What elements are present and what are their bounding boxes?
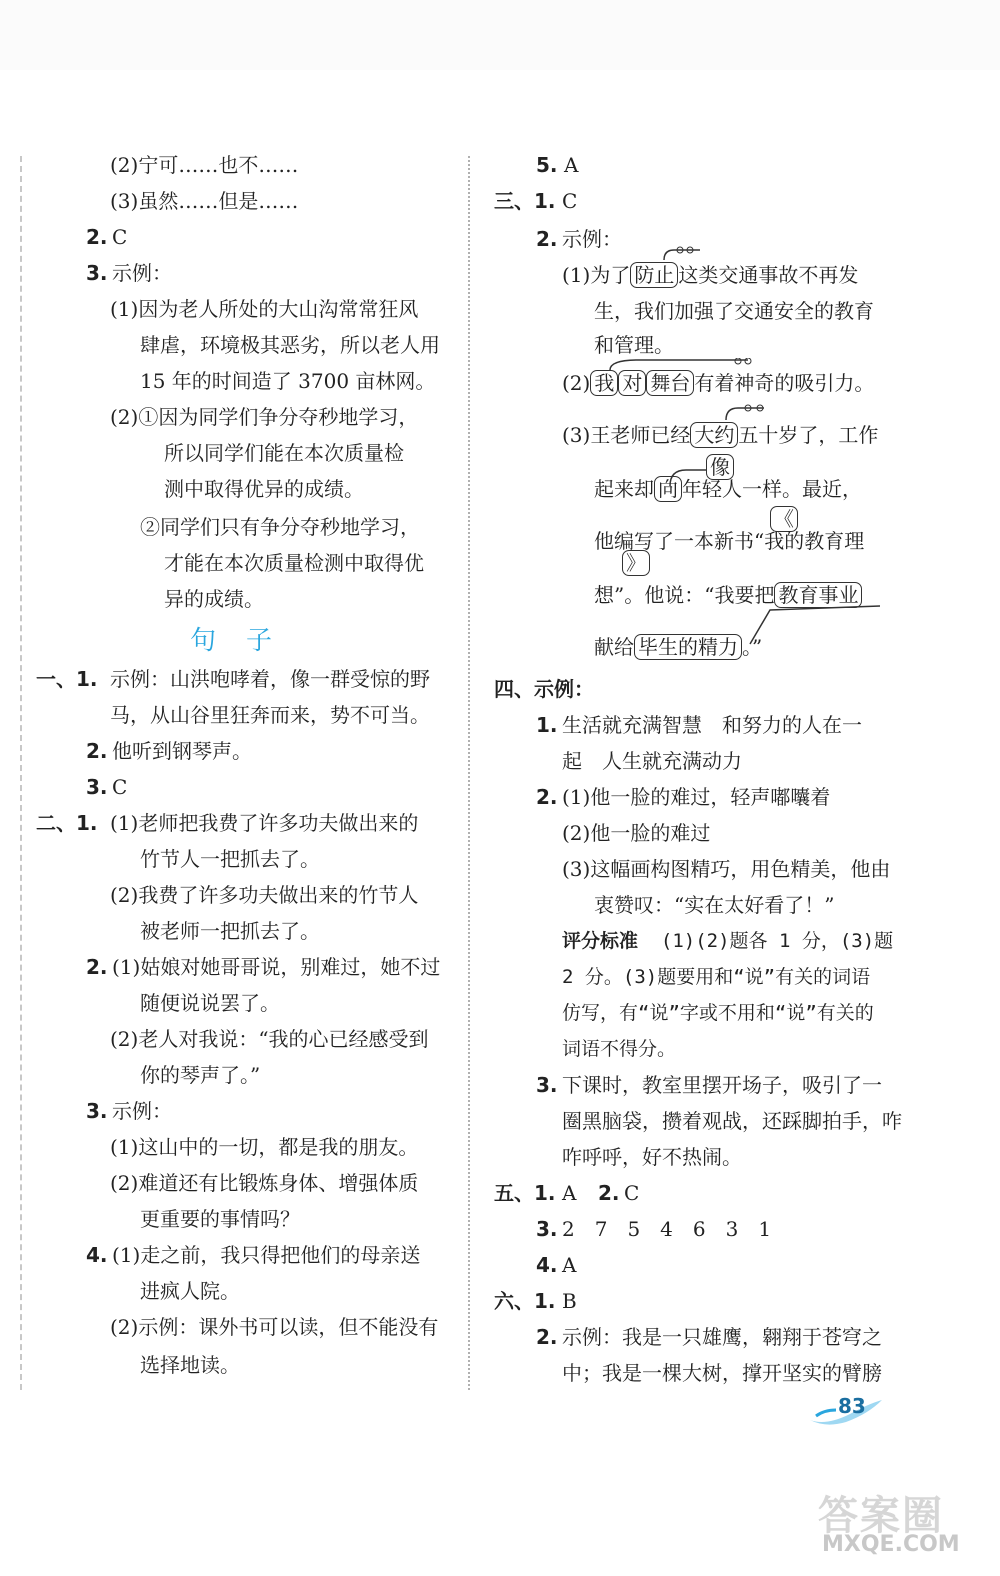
item-number: 2. bbox=[536, 227, 558, 251]
answer-line: 马，从山谷里狂奔而来，势不可当。 bbox=[110, 703, 430, 727]
answer-line: B bbox=[562, 1289, 577, 1313]
answer-line: 被老师一把抓去了。 bbox=[140, 919, 320, 943]
section-title: 句子 bbox=[190, 626, 303, 656]
answer-line: 测中取得优异的成绩。 bbox=[164, 477, 364, 501]
text: 起来却 bbox=[594, 477, 654, 501]
transpose-mark bbox=[740, 600, 890, 658]
answer-line: (1)姑娘对她哥哥说，别难过，她不过 bbox=[112, 955, 441, 979]
marked-word: 教育事业 bbox=[774, 582, 862, 608]
inserted-symbol: 》 bbox=[622, 550, 650, 576]
text: 他编写了一本新书 bbox=[594, 529, 754, 553]
marked-word: 我 bbox=[590, 370, 618, 396]
answer-line: 异的成绩。 bbox=[164, 587, 264, 611]
top-margin bbox=[0, 0, 1000, 70]
answer-line: 更重要的事情吗？ bbox=[140, 1207, 300, 1231]
answer-line: (1)老师把我费了许多功夫做出来的 bbox=[110, 811, 419, 835]
text: 献给 bbox=[594, 635, 634, 659]
answer-line: 才能在本次质量检测中取得优 bbox=[164, 551, 424, 575]
answer-line: A bbox=[562, 1181, 577, 1205]
answer-line: 圈黑脑袋，攒着观战，还踩脚拍手，咋 bbox=[562, 1109, 902, 1133]
text: (1)为了 bbox=[562, 263, 631, 287]
item-number: 3. bbox=[536, 1073, 558, 1097]
scoring-criteria: 仿写，有“说”字或不用和“说”有关的 bbox=[562, 1002, 874, 1024]
watermark-url: MXQE.COM bbox=[822, 1532, 960, 1557]
text: 我的教育理 bbox=[764, 529, 865, 553]
section-heading: 四、示例： bbox=[494, 677, 594, 701]
answer-line: 起 人生就充满动力 bbox=[562, 749, 742, 773]
correction-line bbox=[562, 420, 878, 450]
binding-line bbox=[20, 156, 22, 1390]
answer-line: 下课时，教室里摆开场子，吸引了一 bbox=[562, 1073, 882, 1097]
item-number: 3. bbox=[86, 775, 108, 799]
item-number: 5. bbox=[536, 153, 558, 177]
marked-word: 舞台 bbox=[646, 370, 694, 396]
answer-line: 示例：山洪咆哮着，像一群受惊的野 bbox=[110, 667, 430, 691]
answer-line: (2)他一脸的难过 bbox=[562, 821, 711, 845]
answer-line: 随便说说罢了。 bbox=[140, 991, 280, 1015]
inserted-word: 像 bbox=[706, 454, 734, 480]
item-number: 3. bbox=[86, 1099, 108, 1123]
scoring-criteria bbox=[562, 926, 893, 956]
correction-line bbox=[562, 260, 858, 290]
item-number: 一、1. bbox=[36, 667, 98, 691]
deletion-mark bbox=[720, 404, 770, 422]
answer-line: (1)他一脸的难过，轻声嘟囔着 bbox=[562, 785, 831, 809]
answer-line: 2 7 5 4 6 3 1 bbox=[562, 1217, 772, 1241]
answer-line: (1)走之前，我只得把他们的母亲送 bbox=[112, 1243, 421, 1267]
answer-line: (1)这山中的一切，都是我的朋友。 bbox=[110, 1135, 419, 1159]
page-number: 83 bbox=[838, 1394, 866, 1418]
marked-word: 对 bbox=[618, 370, 646, 396]
correction-line bbox=[594, 474, 862, 504]
item-number: 2. bbox=[598, 1181, 620, 1205]
correction-line bbox=[594, 632, 762, 662]
section-heading: 五、1. bbox=[494, 1181, 556, 1205]
text: 五十岁了，工作 bbox=[738, 423, 879, 447]
answer-line: (1)因为老人所处的大山沟常常狂风 bbox=[110, 297, 419, 321]
answer-line: 示例： bbox=[112, 261, 172, 285]
text: 。” bbox=[742, 635, 763, 659]
item-number: 二、1. bbox=[36, 811, 98, 835]
answer-line: 示例： bbox=[112, 1099, 172, 1123]
answer-line: 示例：我是一只雄鹰，翱翔于苍穹之 bbox=[562, 1325, 882, 1349]
text: 这类交通事故不再发 bbox=[678, 263, 859, 287]
answer-line: 你的琴声了。” bbox=[140, 1063, 261, 1087]
answer-line: 咋呼呼，好不热闹。 bbox=[562, 1145, 742, 1169]
item-number: 4. bbox=[536, 1253, 558, 1277]
text: 。他说：“我要把 bbox=[624, 583, 775, 607]
insertion bbox=[622, 548, 650, 578]
answer-line: C bbox=[624, 1181, 640, 1205]
answer-line: (2)老人对我说：“我的心已经感受到 bbox=[110, 1027, 429, 1051]
section-heading: 六、1. bbox=[494, 1289, 556, 1313]
item-number: 2. bbox=[86, 739, 108, 763]
transpose-mark bbox=[598, 358, 758, 372]
answer-line: 竹节人一把抓去了。 bbox=[140, 847, 320, 871]
correction-line bbox=[562, 368, 874, 398]
text: (3)王老师已经 bbox=[562, 423, 691, 447]
answer-line: 生活就充满智慧 和努力的人在一 bbox=[562, 713, 862, 737]
answer-line: (3)这幅画构图精巧，用色精美，他由 bbox=[562, 857, 891, 881]
answer-line: (3)虽然……但是…… bbox=[110, 189, 299, 213]
marked-word: 毕生的精力 bbox=[634, 634, 742, 660]
scoring-label: 评分标准 bbox=[562, 930, 639, 952]
answer-line: 15 年的时间造了 3700 亩林网。 bbox=[140, 369, 436, 393]
text: 有着神奇的吸引力。 bbox=[694, 371, 875, 395]
answer-line: A bbox=[562, 1253, 577, 1277]
answer-line: 他听到钢琴声。 bbox=[112, 739, 252, 763]
answer-line: (2)宁可……也不…… bbox=[110, 153, 299, 177]
answer-line: 衷赞叹：“实在太好看了！” bbox=[594, 893, 835, 917]
item-number: 3. bbox=[536, 1217, 558, 1241]
answer-line: 所以同学们能在本次质量检 bbox=[164, 441, 404, 465]
answer-line: 和管理。 bbox=[594, 333, 674, 357]
answer-line: ②同学们只有争分夺秒地学习， bbox=[140, 515, 420, 539]
answer-line: (2)难道还有比锻炼身体、增强体质 bbox=[110, 1171, 419, 1195]
item-number: 1. bbox=[536, 713, 558, 737]
marked-word: 向 bbox=[654, 476, 682, 502]
item-number: 三、1. bbox=[494, 189, 556, 213]
answer-line: A bbox=[564, 153, 579, 177]
text: (2) bbox=[562, 371, 591, 395]
answer-line: (2)示例：课外书可以读，但不能没有 bbox=[110, 1315, 439, 1339]
item-number: 2. bbox=[86, 225, 108, 249]
marked-word: 大约 bbox=[690, 422, 738, 448]
answer-line: C bbox=[112, 225, 128, 249]
answer-line: (2)①因为同学们争分夺秒地学习， bbox=[110, 405, 419, 429]
text: “ bbox=[754, 529, 765, 553]
answer-line: 生，我们加强了交通安全的教育 bbox=[594, 299, 874, 323]
text: 年轻人一样。最近， bbox=[682, 477, 862, 501]
text: 想 bbox=[594, 583, 614, 607]
column-divider bbox=[468, 156, 470, 1390]
answer-line: 选择地读。 bbox=[140, 1353, 240, 1377]
answer-line: 中；我是一棵大树，撑开坚实的臂膀 bbox=[562, 1361, 882, 1385]
scoring-criteria: 2 分。(3)题要用和“说”有关的词语 bbox=[562, 966, 871, 988]
answer-line: 进疯人院。 bbox=[140, 1279, 240, 1303]
text: (1)(2)题各 1 分，(3)题 bbox=[660, 930, 894, 952]
page-number-badge bbox=[806, 1392, 886, 1426]
answer-line: C bbox=[112, 775, 128, 799]
answer-line: (2)我费了许多功夫做出来的竹节人 bbox=[110, 883, 419, 907]
text: ” bbox=[614, 583, 625, 607]
item-number: 3. bbox=[86, 261, 108, 285]
answer-line: C bbox=[562, 189, 578, 213]
answer-line: 肆虐，环境极其恶劣，所以老人用 bbox=[140, 333, 440, 357]
item-number: 2. bbox=[536, 1325, 558, 1349]
watermark-logo: 答案圈 bbox=[818, 1493, 944, 1539]
inserted-symbol: 《 bbox=[770, 506, 798, 532]
item-number: 2. bbox=[536, 785, 558, 809]
answer-line: 示例： bbox=[562, 227, 622, 251]
item-number: 4. bbox=[86, 1243, 108, 1267]
item-number: 2. bbox=[86, 955, 108, 979]
scoring-criteria: 词语不得分。 bbox=[562, 1038, 677, 1060]
deletion-mark bbox=[660, 246, 706, 262]
marked-word: 防止 bbox=[630, 262, 678, 288]
